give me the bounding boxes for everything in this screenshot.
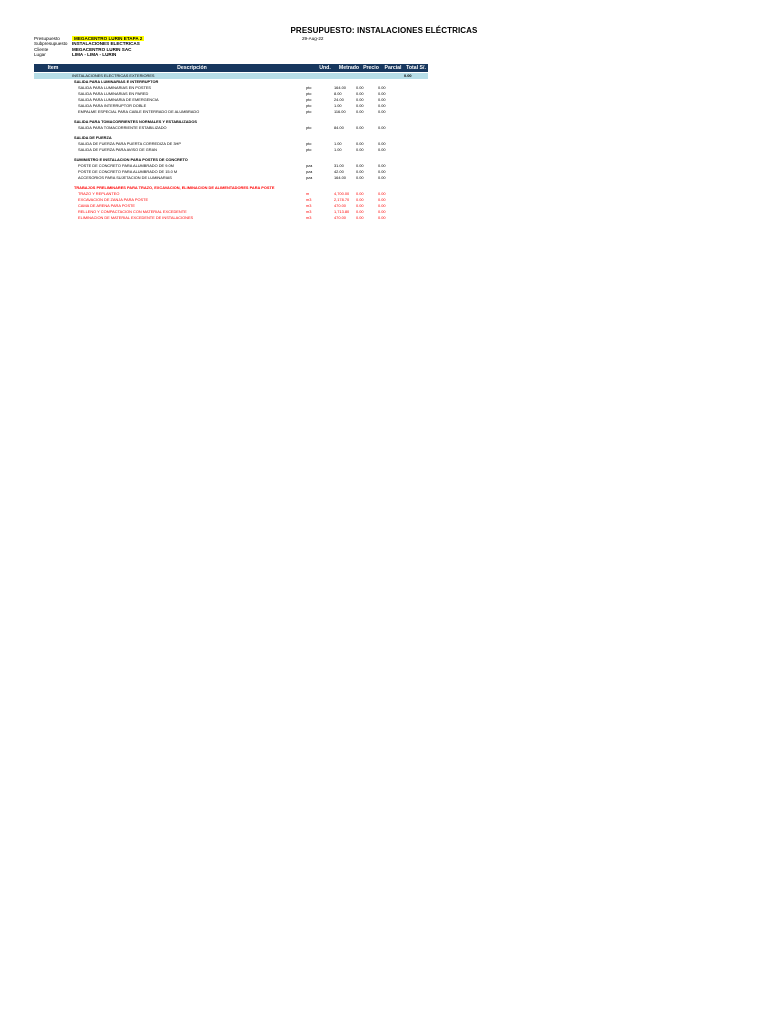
item-price: 0.00: [356, 191, 364, 196]
item-total: 0.00: [404, 73, 412, 78]
item-partial: 0.00: [378, 85, 386, 90]
item-price: 0.00: [356, 141, 364, 146]
col-metrado: Metrado: [338, 65, 360, 71]
table-row: [34, 147, 428, 153]
table-row: [34, 109, 428, 115]
col-price: Precio: [363, 65, 379, 71]
item-partial: 0.00: [378, 169, 386, 174]
meta-label: Presupuesto: [34, 36, 60, 41]
item-partial: 0.00: [378, 215, 386, 220]
col-description: Descripción: [177, 65, 207, 71]
item-unit: m3: [306, 197, 312, 202]
item-partial: 0.00: [378, 91, 386, 96]
item-unit: pto: [306, 125, 312, 130]
item-price: 0.00: [356, 91, 364, 96]
meta-value: MEGACENTRO LURIN ETAPA 2: [74, 36, 143, 41]
table-row: [34, 125, 428, 131]
budget-lines: [34, 73, 428, 221]
item-price: 0.00: [356, 103, 364, 108]
item-price: 0.00: [356, 109, 364, 114]
item-metrado: 31.00: [334, 163, 344, 168]
item-description: EMPALME ESPECIAL PARA CABLE ENTERRADO DE ALUMBRADO: [78, 109, 200, 114]
item-partial: 0.00: [378, 191, 386, 196]
item-description: SALIDA PARA INTERRUPTOR DOBLE: [78, 103, 147, 108]
item-metrado: 470.00: [334, 203, 346, 208]
meta-label: Lugar: [34, 52, 46, 58]
col-partial: Parcial: [384, 65, 402, 71]
item-unit: m3: [306, 215, 312, 220]
budget-meta: [34, 36, 144, 58]
item-metrado: 24.00: [334, 97, 344, 102]
meta-label: Subpresupuesto: [34, 41, 68, 47]
item-metrado: 1.00: [334, 141, 342, 146]
table-header: [34, 64, 428, 72]
item-description: EXCAVACION DE ZANJA PARA POSTE: [78, 197, 149, 202]
item-description: SALIDA PARA LUMINARIA DE EMERGENCIA: [78, 97, 159, 102]
item-description: INSTALACIONES ELECTRICAS EXTERIORES: [72, 73, 155, 78]
col-unit: Und.: [319, 65, 331, 71]
item-unit: pto: [306, 85, 312, 90]
item-metrado: 1.00: [334, 147, 342, 152]
item-price: 0.00: [356, 203, 364, 208]
item-partial: 0.00: [378, 175, 386, 180]
item-unit: pto: [306, 97, 312, 102]
item-unit: pza: [306, 163, 313, 168]
item-description: TRABAJOS PRELIMINARES PARA TRAZO, EXCAVACION, ELIMINACION DE ALIMENTADORES PARA POSTE: [74, 185, 275, 190]
meta-value: MEGACENTRO LURIN SAC: [72, 46, 132, 52]
item-price: 0.00: [356, 85, 364, 90]
item-metrado: 84.00: [334, 125, 344, 130]
item-partial: 0.00: [378, 141, 386, 146]
meta-value: LIMA - LIMA - LURIN: [72, 52, 117, 58]
item-description: ELIMINACION DE MATERIAL EXCEDENTE DE INSTALACIONES: [78, 215, 194, 220]
item-price: 0.00: [356, 197, 364, 202]
item-description: POSTE DE CONCRETO PARA ALUMBRADO DE 15.0 M: [78, 169, 178, 174]
item-unit: pto: [306, 109, 312, 114]
item-description: SALIDA PARA LUMINARIAS E INTERRUPTOR: [74, 79, 159, 84]
item-description: ACCESORIOS PARA SUJETACION DE LUMINARIAS: [78, 175, 172, 180]
item-price: 0.00: [356, 163, 364, 168]
table-row: [34, 215, 428, 221]
table-row: [34, 175, 428, 181]
item-description: SUMINISTRO E INSTALACION PARA POSTES DE CONCRETO: [74, 157, 188, 162]
item-description: SALIDA DE FUERZA: [74, 135, 112, 140]
item-metrado: 42.00: [334, 169, 344, 174]
item-price: 0.00: [356, 147, 364, 152]
item-price: 0.00: [356, 215, 364, 220]
item-description: SALIDA PARA TOMACORRIENTE ESTABILIZADO: [78, 125, 167, 130]
item-description: SALIDA PARA LUMINARIAS EN POSTES: [78, 85, 152, 90]
item-metrado: 164.00: [334, 85, 346, 90]
item-partial: 0.00: [378, 203, 386, 208]
item-metrado: 2,178.70: [334, 197, 350, 202]
item-partial: 0.00: [378, 109, 386, 114]
item-partial: 0.00: [378, 125, 386, 130]
item-unit: m3: [306, 203, 312, 208]
item-unit: pza: [306, 175, 313, 180]
item-unit: pto: [306, 141, 312, 146]
item-partial: 0.00: [378, 97, 386, 102]
item-metrado: 470.00: [334, 215, 346, 220]
item-partial: 0.00: [378, 103, 386, 108]
meta-value: INSTALACIONES ELECTRICAS: [72, 41, 140, 47]
item-metrado: 116.00: [334, 109, 346, 114]
item-metrado: 1.00: [334, 103, 342, 108]
item-description: CAMA DE ARENA PARA POSTE: [78, 203, 136, 208]
item-unit: pto: [306, 103, 312, 108]
item-price: 0.00: [356, 209, 364, 214]
item-description: TRAZO Y REPLANTEO: [78, 191, 120, 196]
item-price: 0.00: [356, 97, 364, 102]
item-partial: 0.00: [378, 197, 386, 202]
item-unit: pto: [306, 91, 312, 96]
item-price: 0.00: [356, 175, 364, 180]
item-description: POSTE DE CONCRETO PARA ALUMBRADO DE 9.0M: [78, 163, 174, 168]
item-description: SALIDA DE FUERZA PARA AVISO DE GRAN: [78, 147, 157, 152]
meta-label: Cliente: [34, 46, 49, 52]
item-description: SALIDA PARA TOMACORRIENTES NORMALES Y ESTABILIZADOS: [74, 119, 197, 124]
item-metrado: 4,700.00: [334, 191, 350, 196]
budget-date: 29-Aug-22: [302, 36, 324, 41]
item-metrado: 1,713.80: [334, 209, 350, 214]
item-unit: m: [306, 191, 310, 196]
item-unit: pza: [306, 169, 313, 174]
item-description: RELLENO Y COMPACTACION CON MATERIAL EXCEDENTE: [78, 209, 187, 214]
item-partial: 0.00: [378, 147, 386, 152]
item-partial: 0.00: [378, 209, 386, 214]
item-description: SALIDA DE FUERZA PARA PUERTA CORREDIZA DE 3HP: [78, 141, 181, 146]
item-description: SALIDA PARA LUMINARIAS EN PARED: [78, 91, 149, 96]
item-price: 0.00: [356, 169, 364, 174]
item-metrado: 164.00: [334, 175, 346, 180]
item-unit: m3: [306, 209, 312, 214]
item-partial: 0.00: [378, 163, 386, 168]
document-title: PRESUPUESTO: INSTALACIONES ELÉCTRICAS: [290, 26, 478, 35]
item-price: 0.00: [356, 125, 364, 130]
item-metrado: 8.00: [334, 91, 342, 96]
item-unit: pto: [306, 147, 312, 152]
col-total: Total S/.: [406, 65, 426, 71]
meta-row: [34, 52, 144, 57]
col-item: Item: [47, 65, 59, 71]
